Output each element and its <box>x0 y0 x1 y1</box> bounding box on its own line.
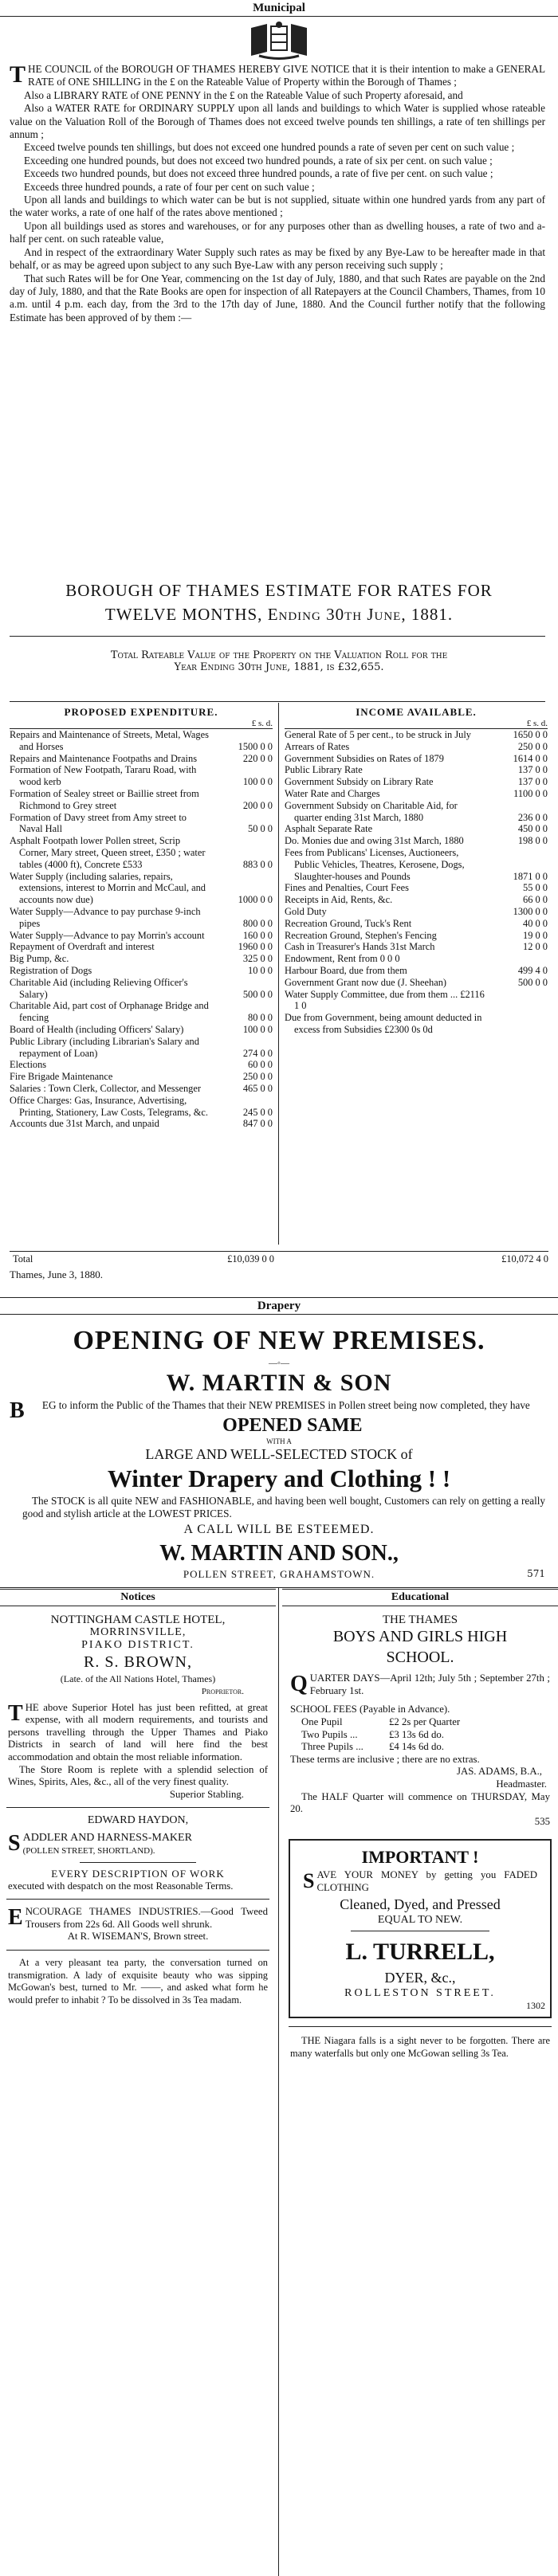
income-item: Government Grant now due (J. Sheehan) <box>285 976 447 988</box>
income-amount: 137 0 0 <box>517 776 548 788</box>
turrell-advert <box>289 1839 552 2018</box>
expenditure-row <box>10 1095 273 1119</box>
expenditure-row <box>10 941 273 953</box>
notice-line: Upon all lands and buildings to which water can be but is not supplied, situate within one hundred yards from any part of the water works, a rate of one half of the rates above mentioned ; <box>10 194 545 219</box>
expenditure-row <box>10 1071 273 1083</box>
drapery-section <box>0 1297 558 1584</box>
income-row <box>285 906 548 918</box>
borough-crest-icon <box>243 20 315 60</box>
fee-row <box>301 1729 550 1742</box>
expenditure-amount: 500 0 0 <box>242 988 273 1000</box>
rule <box>6 1807 269 1808</box>
expenditure-item: Salaries : Town Clerk, Collector, and Messenger <box>10 1082 201 1094</box>
hotel-dropcap: T <box>8 1700 23 1726</box>
quarter-days <box>282 1672 558 1697</box>
encourage-row <box>0 1906 276 1931</box>
hotel-town: MORRINSVILLE, <box>89 1626 187 1639</box>
expenditure-head: PROPOSED EXPENDITURE. <box>64 706 218 718</box>
expenditure-row <box>10 1118 273 1130</box>
income-row <box>285 729 548 741</box>
income-item: Harbour Board, due from them <box>285 964 407 976</box>
income-row <box>285 953 548 965</box>
rolleston: ROLLESTON STREET. <box>344 1987 496 2000</box>
hotel-body <box>0 1702 276 1764</box>
proprietor-note: (Late. of the All Nations Hotel, Thames) <box>60 1673 216 1685</box>
income-amount: 250 0 0 <box>517 740 548 752</box>
expenditure-row <box>10 906 273 930</box>
expenditure-item: Elections <box>10 1059 47 1071</box>
expenditure-row <box>10 764 273 788</box>
drapery-call: A CALL WILL BE ESTEEMED. <box>183 1523 375 1536</box>
municipal-section <box>0 0 558 324</box>
income-row <box>285 989 548 1013</box>
income-amount: 1614 0 0 <box>513 752 548 764</box>
hotel-body2: The Store Room is replete with a splendid selection of Wines, Spirits, Ales, &c., all of the very finest quality. <box>8 1763 268 1788</box>
notice-line: Also a WATER RATE for ORDINARY SUPPLY upon all lands and buildings to which Water is supplied whose rateable value on the Valuation Roll of the Borough of Thames does not exceed twelve pounds ten shillings, a rate of ten shillings per annum ; <box>10 102 545 141</box>
school-line2: BOYS AND GIRLS HIGH <box>332 1628 508 1646</box>
column-divider <box>278 1587 279 2576</box>
ornament-icon: —◦— <box>269 1359 289 1368</box>
estimate-title-twelve: TWELVE MONTHS, <box>104 605 263 624</box>
expenditure-row <box>10 753 273 765</box>
expenditure-row <box>10 812 273 836</box>
income-amount: 12 0 0 <box>523 941 548 953</box>
expenditure-row <box>10 871 273 906</box>
estimate-title-ending: Ending 30th June, 1881. <box>267 605 454 624</box>
equal: EQUAL TO NEW. <box>377 1913 463 1926</box>
dyer: DYER, &c., <box>384 1970 456 1986</box>
expenditure-item: Formation of Davy street from Amy street to Naval Hall <box>10 811 187 835</box>
expenditure-row <box>10 1059 273 1071</box>
expenditure-amount: 847 0 0 <box>242 1118 273 1130</box>
expenditure-item: Repairs and Maintenance Footpaths and Drains <box>10 752 198 764</box>
income-amount: 1300 0 0 <box>513 905 548 917</box>
fees-list <box>282 1716 558 1754</box>
section-title-drapery: Drapery <box>0 1297 558 1315</box>
expenditure-row <box>10 729 273 753</box>
section-title-educational: Educational <box>282 1589 558 1606</box>
turrell: L. TURRELL, <box>345 1939 495 1966</box>
master-title: Headmaster. <box>496 1778 547 1790</box>
educational-ref: 535 <box>534 1815 550 1827</box>
expenditure-amount: 10 0 0 <box>248 964 273 976</box>
expenditure-item: Water Supply—Advance to pay Morrin's account <box>10 929 205 941</box>
haydon-line: executed with despatch on the most Reasonable Terms. <box>8 1880 234 1892</box>
income-amount: 40 0 0 <box>523 917 548 929</box>
expenditure-amount: 1500 0 0 <box>238 740 273 752</box>
expenditure-item: Fire Brigade Maintenance <box>10 1071 113 1083</box>
expenditure-amount: 200 0 0 <box>242 799 273 811</box>
fee-label: One Pupil <box>301 1715 343 1727</box>
totals-row <box>10 1251 548 1266</box>
encourage-dropcap: E <box>8 1905 23 1931</box>
income-row <box>285 835 548 847</box>
expenditure-row <box>10 965 273 977</box>
income-item: Cash in Treasurer's Hands 31st March <box>285 941 435 953</box>
income-item: Government Subsidies on Rates of 1879 <box>285 752 444 764</box>
expenditure-item: Repairs and Maintenance of Streets, Metal, Wages and Horses <box>10 729 209 752</box>
income-item: Gold Duty <box>285 905 327 917</box>
drapery-address: POLLEN STREET, GRAHAMSTOWN. <box>183 1568 375 1580</box>
half-quarter: The HALF Quarter will commence on THURSDAY, May 20. <box>290 1790 550 1815</box>
expenditure-amount: 160 0 0 <box>242 929 273 941</box>
expenditure-amount: 325 0 0 <box>242 953 273 965</box>
proprietor-title: Proprietor. <box>201 1686 244 1696</box>
school-line1: THE THAMES <box>382 1613 458 1626</box>
expenditure-item: Formation of Sealey street or Baillie street from Richmond to Grey street <box>10 787 199 811</box>
rule <box>6 1899 269 1900</box>
expenditure-item: Board of Health (including Officers' Salary) <box>10 1023 184 1035</box>
expenditure-lsd: £ s. d. <box>10 719 273 729</box>
income-item: Fees from Publicans' Licenses, Auctioneers, Public Vehicles, Theatres, Kerosene, Dogs, Slaughter-houses and Pounds <box>285 846 465 882</box>
estimate-dateline: Thames, June 3, 1880. <box>10 1268 103 1280</box>
estimate-title-line2 <box>0 601 558 628</box>
income-amount: 19 0 0 <box>523 929 548 941</box>
income-amount: 1871 0 0 <box>513 870 548 882</box>
expenditure-amount: 1960 0 0 <box>238 941 273 953</box>
quarter-dropcap: Q <box>290 1672 308 1697</box>
table-divider <box>278 703 279 1245</box>
income-rows <box>285 729 548 1036</box>
income-item: Public Library Rate <box>285 764 363 776</box>
income-amount: 236 0 0 <box>517 811 548 823</box>
income-row <box>285 788 548 800</box>
drapery-ref: 571 <box>527 1568 545 1579</box>
income-row <box>285 894 548 906</box>
drapery-address-row <box>0 1568 558 1584</box>
income-item: Recreation Ground, Tuck's Rent <box>285 917 412 929</box>
quarter-days-text: UARTER DAYS—April 12th; July 5th ; September 27th ; February 1st. <box>309 1672 550 1696</box>
notice-lead: HE COUNCIL of the BOROUGH OF THAMES HEREBY GIVE NOTICE that it is their intention to make a GENERAL RATE of ONE SHILLING in the £ on the Rateable Value of Property within the Borough of Thames ; <box>28 63 545 88</box>
expenditure-item: Repayment of Overdraft and interest <box>10 941 155 953</box>
expenditure-row <box>10 788 273 812</box>
fee-row <box>301 1716 550 1729</box>
fees-head: SCHOOL FEES (Payable in Advance). <box>290 1704 450 1715</box>
school-line3: SCHOOL. <box>386 1649 454 1667</box>
section-title-municipal: Municipal <box>0 0 558 17</box>
expenditure-amount: 100 0 0 <box>242 776 273 788</box>
notice-line: Exceeds three hundred pounds, a rate of four per cent on such value ; <box>24 180 315 193</box>
expenditure-item: Office Charges: Gas, Insurance, Advertising, Printing, Stationery, Law Costs, Telegrams, &c. <box>10 1094 208 1118</box>
notice-dropcap: T <box>10 61 26 88</box>
drapery-para2: The STOCK is all quite NEW and FASHIONABLE, and having been well bought, Customers can rely on getting a really good and stylish article at the LOWEST PRICES. <box>22 1495 545 1519</box>
proprietor-name: R. S. BROWN, <box>84 1653 192 1672</box>
income-row <box>285 965 548 977</box>
expenditure-amount: 245 0 0 <box>242 1106 273 1118</box>
total-label: Total <box>13 1253 33 1264</box>
income-amount: 137 0 0 <box>517 764 548 776</box>
expenditure-row <box>10 1000 273 1024</box>
notice-line: Exceed twelve pounds ten shillings, but does not exceed one hundred pounds a rate of seven per cent on such value ; <box>24 141 515 154</box>
fee-label: Two Pupils ... <box>301 1728 358 1740</box>
expenditure-amount: 50 0 0 <box>248 823 273 835</box>
expenditure-item: Accounts due 31st March, and unpaid <box>10 1118 159 1130</box>
income-row <box>285 823 548 835</box>
rule <box>289 2026 552 2027</box>
expenditure-item: Charitable Aid, part cost of Orphanage Bridge and fencing <box>10 1000 209 1024</box>
expenditure-row <box>10 953 273 965</box>
expenditure-item: Water Supply (including salaries, repairs, extensions, interest to Morrin and McCaul, and accounts now due) <box>10 870 206 906</box>
hotel-name: NOTTINGHAM CASTLE HOTEL, <box>50 1613 226 1626</box>
drapery-winter: Winter Drapery and Clothing ! ! <box>107 1464 451 1492</box>
income-row <box>285 930 548 942</box>
income-amount: 1100 0 0 <box>513 787 548 799</box>
drapery-with: WITH A <box>266 1437 292 1445</box>
income-lsd: £ s. d. <box>285 719 548 729</box>
expenditure-row <box>10 1036 273 1060</box>
fee-amount: £3 13s 6d do. <box>389 1728 444 1740</box>
drapery-headline: OPENING OF NEW PREMISES. <box>73 1326 485 1355</box>
valuation-line1: Total Rateable Value of the Property on the Valuation Roll for the <box>110 649 448 661</box>
notice-line: That such Rates will be for One Year, commencing on the 1st day of July, 1880, and that such Rates are payable on the 2nd day of July, 1880, and that the Rate Books are open for inspection of all Ratepayers at the Council Chambers, Thames, from 10 a.m. until 4 p.m. each day, from the 3rd to the 17th day of June, 1880. And the Council further notify that the following Estimate has been approved of by them :— <box>10 272 545 323</box>
expenditure-amount: 274 0 0 <box>242 1047 273 1059</box>
expenditure-row <box>10 1024 273 1036</box>
income-row <box>285 800 548 824</box>
drapery-large: LARGE AND WELL-SELECTED STOCK of <box>145 1446 413 1462</box>
income-item: Government Subsidy on Library Rate <box>285 776 434 788</box>
income-amount: 66 0 0 <box>523 894 548 906</box>
master-name: JAS. ADAMS, B.A., <box>456 1766 542 1778</box>
income-amount: 55 0 0 <box>523 882 548 894</box>
income-item: Fines and Penalties, Court Fees <box>285 882 409 894</box>
income-row <box>285 741 548 753</box>
income-amount: 499 4 0 <box>517 964 548 976</box>
income-row <box>285 1012 548 1036</box>
income-item: Do. Monies due and owing 31st March, 1880 <box>285 835 464 847</box>
expenditure-amount: 883 0 0 <box>242 858 273 870</box>
income-row <box>285 882 548 894</box>
table-top-rule <box>10 701 545 702</box>
wiseman: At R. WISEMAN'S, Brown street. <box>67 1931 209 1943</box>
section-title-notices: Notices <box>0 1589 276 1606</box>
expenditure-row <box>10 977 273 1001</box>
expenditure-row <box>10 930 273 942</box>
expenditure-item: Water Supply—Advance to pay purchase 9-inch pipes <box>10 905 201 929</box>
notice-line: Exceeding one hundred pounds, but does not exceed two hundred pounds, a rate of six per cent. on such value ; <box>24 154 493 167</box>
expenditure-amount: 465 0 0 <box>242 1082 273 1094</box>
estimate-title-line1: BOROUGH OF THAMES ESTIMATE FOR RATES FOR <box>65 581 493 600</box>
fee-row <box>301 1741 550 1754</box>
hotel-body-text: HE above Superior Hotel has just been refitted, at great expense, with all modern requirements, and tourists and persons travelling through the Upper Thames and Piako Districts in search of land will here find the best accommodation and obtain the most reliable information. <box>8 1701 268 1762</box>
income-column <box>285 706 548 1036</box>
estimate-table <box>0 701 558 1283</box>
income-item: Receipts in Aid, Rents, &c. <box>285 894 393 906</box>
encourage-text: NCOURAGE THAMES INDUSTRIES.—Good Tweed Trousers from 22s 6d. All Goods well shrunk. <box>25 1906 268 1930</box>
expenditure-item: Asphalt Footpath lower Pollen street, Scrip Corner, Mary street, Queen street, £350 ; water tables (4000 ft), Concrete £533 <box>10 835 206 870</box>
income-row <box>285 977 548 989</box>
income-amount: 1650 0 0 <box>513 729 548 740</box>
fee-amount: £2 2s per Quarter <box>389 1715 461 1727</box>
expenditure-item: Charitable Aid (including Relieving Officer's Salary) <box>10 976 188 1000</box>
expenditure-amount: 250 0 0 <box>242 1071 273 1083</box>
expenditure-amount: 1000 0 0 <box>238 894 273 906</box>
income-amount: 450 0 0 <box>517 823 548 835</box>
income-amount: 500 0 0 <box>517 976 548 988</box>
terms-note: These terms are inclusive ; there are no extras. <box>290 1753 480 1765</box>
fee-amount: £4 14s 6d do. <box>389 1741 444 1753</box>
expenditure-item: Public Library (including Librarian's Salary and repayment of Loan) <box>10 1035 199 1059</box>
notices-column <box>0 1589 276 2006</box>
drapery-opened: OPENED SAME <box>222 1415 363 1436</box>
income-item: Arrears of Rates <box>285 740 350 752</box>
income-row <box>285 764 548 776</box>
drapery-firm: W. MARTIN & SON <box>166 1370 392 1396</box>
drapery-para1 <box>0 1398 558 1423</box>
income-amount: 198 0 0 <box>517 835 548 847</box>
notice-line: Upon all buildings used as stores and warehouses, or for any purposes other than as dwelling houses, a rate of two and a-half per cent. on such rateable value, <box>10 219 545 245</box>
estimate-rule <box>10 636 545 637</box>
expenditure-total: £10,039 0 0 <box>227 1253 274 1264</box>
expenditure-item: Registration of Dogs <box>10 964 92 976</box>
save-line: AVE YOUR MONEY by getting you FADED CLOTHING <box>316 1869 537 1893</box>
stabling: Superior Stabling. <box>169 1788 244 1800</box>
expenditure-item: Formation of New Footpath, Tararu Road, with wood kerb <box>10 764 197 788</box>
income-item: Recreation Ground, Stephen's Fencing <box>285 929 437 941</box>
notice-line: Exceeds two hundred pounds, but does not exceed three hundred pounds, a rate of five per cent. on such value ; <box>24 167 493 180</box>
top-rule <box>0 1587 558 1588</box>
estimate-heading <box>0 580 558 673</box>
save-row <box>295 1869 545 1894</box>
income-item: Water Rate and Charges <box>285 787 380 799</box>
income-row <box>285 776 548 788</box>
fee-label: Three Pupils ... <box>301 1741 363 1753</box>
income-row <box>285 753 548 765</box>
drapery-dropcap: B <box>10 1398 25 1423</box>
hotel-district: PIAKO DISTRICT. <box>81 1638 195 1651</box>
valuation-line2: Year Ending 30th June, 1881, is £32,655. <box>174 661 384 673</box>
income-head: INCOME AVAILABLE. <box>356 706 477 718</box>
income-item: Due from Government, being amount deducted in excess from Subsidies £2300 0s 0d <box>285 1012 482 1035</box>
haydon-dropcap: S <box>8 1830 21 1856</box>
haydon-trade: ADDLER AND HARNESS-MAKER <box>22 1831 192 1844</box>
tea-story: At a very pleasant tea party, the conversation turned on transmigration. A lady of exquisite beauty who was sipping McGowan's best, turned to Mr. ——, and asked what form he would prefer to inhabit ? To be dissolved in 3s Tea madam. <box>8 1957 268 2006</box>
educational-column <box>282 1589 558 2060</box>
niagara: THE Niagara falls is a sight never to be forgotten. There are many waterfalls but only one McGowan selling 3s Tea. <box>290 2035 550 2059</box>
cleaned: Cleaned, Dyed, and Pressed <box>340 1896 501 1912</box>
expenditure-rows <box>10 729 273 1130</box>
important: IMPORTANT ! <box>361 1847 479 1868</box>
expenditure-column <box>10 706 273 1130</box>
rate-notice <box>0 63 558 324</box>
expenditure-item: Big Pump, &c. <box>10 953 69 965</box>
income-row <box>285 918 548 930</box>
rule <box>80 1862 196 1863</box>
income-row <box>285 941 548 953</box>
expenditure-amount: 800 0 0 <box>242 917 273 929</box>
income-item: Asphalt Separate Rate <box>285 823 373 835</box>
expenditure-amount: 100 0 0 <box>242 1023 273 1035</box>
notice-line: And in respect of the extraordinary Water Supply such rates as may be fixed by any Bye-Law to be hereafter made in that behalf, or as may be agreed upon subject to any such Bye-Law with any person receiving such supply ; <box>10 245 545 272</box>
haydon-every: EVERY DESCRIPTION OF WORK <box>51 1868 225 1880</box>
expenditure-amount: 220 0 0 <box>242 752 273 764</box>
drapery-firm2: W. MARTIN AND SON., <box>159 1541 399 1566</box>
notice-line: Also a LIBRARY RATE of ONE PENNY in the £ on the Rateable Value of such Property aforesaid, and <box>24 88 463 101</box>
save-dropcap: S <box>303 1869 315 1893</box>
expenditure-amount: 80 0 0 <box>248 1012 273 1024</box>
expenditure-row <box>10 835 273 870</box>
expenditure-amount: 60 0 0 <box>248 1059 273 1071</box>
income-item: General Rate of 5 per cent., to be struck in July <box>285 729 471 740</box>
rule <box>6 1950 269 1951</box>
haydon-addr: (POLLEN STREET, SHORTLAND). <box>22 1845 155 1856</box>
income-item: Water Supply Committee, due from them ... £2116 1 0 <box>285 988 485 1012</box>
haydon-name: EDWARD HAYDON, <box>87 1814 189 1827</box>
drapery-para1-text: EG to inform the Public of the Thames that their NEW PREMISES in Pollen street being now completed, they have <box>41 1399 530 1411</box>
income-total: £10,072 4 0 <box>501 1253 548 1264</box>
income-item: Government Subsidy on Charitable Aid, for quarter ending 31st March, 1880 <box>285 799 458 823</box>
notices-educational <box>0 1587 558 2576</box>
income-item: Endowment, Rent from 0 0 0 <box>285 953 400 965</box>
turrell-ref: 1302 <box>526 1999 545 2011</box>
expenditure-row <box>10 1083 273 1095</box>
haydon-trade-row <box>0 1832 276 1857</box>
income-row <box>285 847 548 882</box>
